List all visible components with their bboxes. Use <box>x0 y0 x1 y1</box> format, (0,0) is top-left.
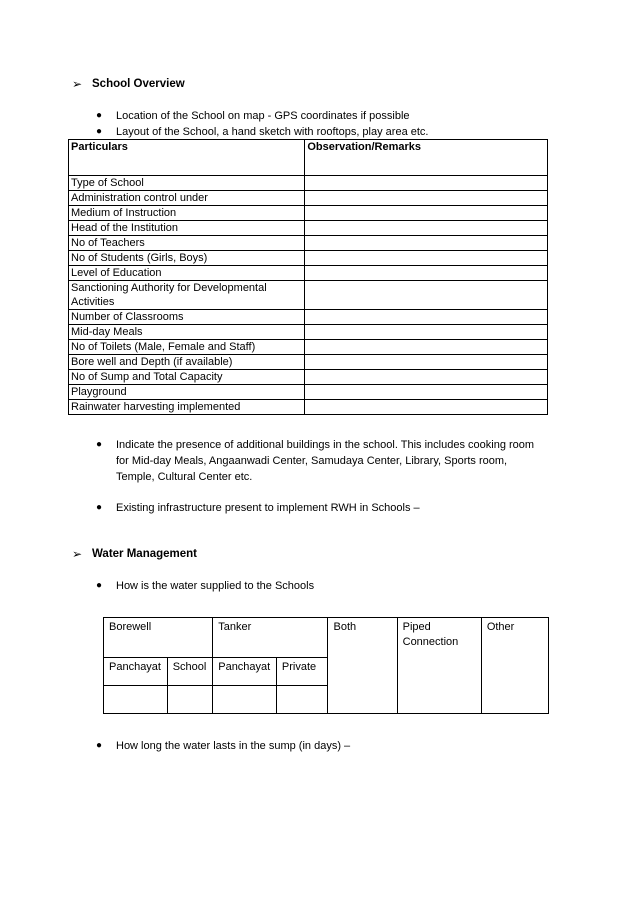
remarks-cell[interactable] <box>305 400 548 415</box>
remarks-cell[interactable] <box>305 191 548 206</box>
table-row: No of Students (Girls, Boys) <box>69 251 548 266</box>
water-management-title: Water Management <box>92 548 198 560</box>
table-row: No of Sump and Total Capacity <box>69 370 548 385</box>
header-tanker: Tanker <box>213 618 328 658</box>
table-row: Level of Education <box>69 266 548 281</box>
table-row: Number of Classrooms <box>69 310 548 325</box>
water-supply-table <box>103 617 549 714</box>
bullet-existing-infrastructure: ● Existing infrastructure present to implement RWH in Schools – <box>96 502 420 514</box>
subheader-borewell-panchayat: Panchayat <box>104 658 168 686</box>
table-row: Sanctioning Authority for Developmental Activities <box>69 281 548 310</box>
bullet-sump-duration: ● How long the water lasts in the sump (in days) – <box>96 740 351 752</box>
input-cell[interactable] <box>276 686 328 714</box>
school-overview-heading <box>72 77 185 91</box>
table-row: Playground <box>69 385 548 400</box>
remarks-cell[interactable] <box>305 176 548 191</box>
remarks-cell[interactable] <box>305 236 548 251</box>
bullet-layout-sketch: ● Layout of the School, a hand sketch with rooftops, play area etc. <box>96 126 429 138</box>
table-row: Rainwater harvesting implemented <box>69 400 548 415</box>
remarks-cell[interactable] <box>305 266 548 281</box>
remarks-cell[interactable] <box>305 206 548 221</box>
remarks-cell[interactable] <box>305 221 548 236</box>
remarks-cell[interactable] <box>305 370 548 385</box>
school-overview-table <box>68 139 548 415</box>
arrow-bullet-icon: ➢ <box>72 547 83 561</box>
bullet-dot-icon: ● <box>96 502 103 513</box>
input-cell[interactable] <box>167 686 213 714</box>
remarks-cell[interactable] <box>305 340 548 355</box>
bullet-gps-location: ● Location of the School on map - GPS coordinates if possible <box>96 110 410 122</box>
bullet-dot-icon: ● <box>96 110 103 121</box>
remarks-cell[interactable] <box>305 325 548 340</box>
bullet-additional-buildings: ● Indicate the presence of additional buildings in the school. This includes cooking room for Mid-day Meals, Angaanwadi Center, Samudaya Center, Library, Sports room, Temple, Cultural Center etc. <box>96 439 535 483</box>
input-cell[interactable] <box>104 686 168 714</box>
bullet-water-supply: ● How is the water supplied to the Schools <box>96 580 315 592</box>
table-row: No of Teachers <box>69 236 548 251</box>
subheader-borewell-school: School <box>167 658 213 686</box>
table-row: Administration control under <box>69 191 548 206</box>
table-row: Bore well and Depth (if available) <box>69 355 548 370</box>
remarks-cell[interactable] <box>305 355 548 370</box>
remarks-cell[interactable] <box>305 281 548 310</box>
school-overview-title: School Overview <box>92 78 185 90</box>
table-row: Head of the Institution <box>69 221 548 236</box>
bullet-dot-icon: ● <box>96 580 103 591</box>
subheader-tanker-panchayat: Panchayat <box>213 658 277 686</box>
table-header-row <box>104 618 549 658</box>
table-header-row <box>69 140 548 176</box>
remarks-cell[interactable] <box>305 310 548 325</box>
arrow-bullet-icon: ➢ <box>72 77 83 91</box>
bullet-dot-icon: ● <box>96 126 103 137</box>
remarks-cell[interactable] <box>305 251 548 266</box>
header-both: Both <box>328 618 397 714</box>
table-row: Type of School <box>69 176 548 191</box>
header-observation-remarks: Observation/Remarks <box>305 140 548 176</box>
header-other: Other <box>481 618 548 714</box>
table-row: Medium of Instruction <box>69 206 548 221</box>
header-particulars: Particulars <box>69 140 305 176</box>
table-row: No of Toilets (Male, Female and Staff) <box>69 340 548 355</box>
water-management-heading <box>72 547 197 561</box>
remarks-cell[interactable] <box>305 385 548 400</box>
bullet-dot-icon: ● <box>96 740 103 751</box>
table-row: Mid-day Meals <box>69 325 548 340</box>
header-piped-connection: Piped Connection <box>397 618 481 714</box>
bullet-dot-icon: ● <box>96 439 103 450</box>
header-borewell: Borewell <box>104 618 213 658</box>
subheader-tanker-private: Private <box>276 658 328 686</box>
input-cell[interactable] <box>213 686 277 714</box>
